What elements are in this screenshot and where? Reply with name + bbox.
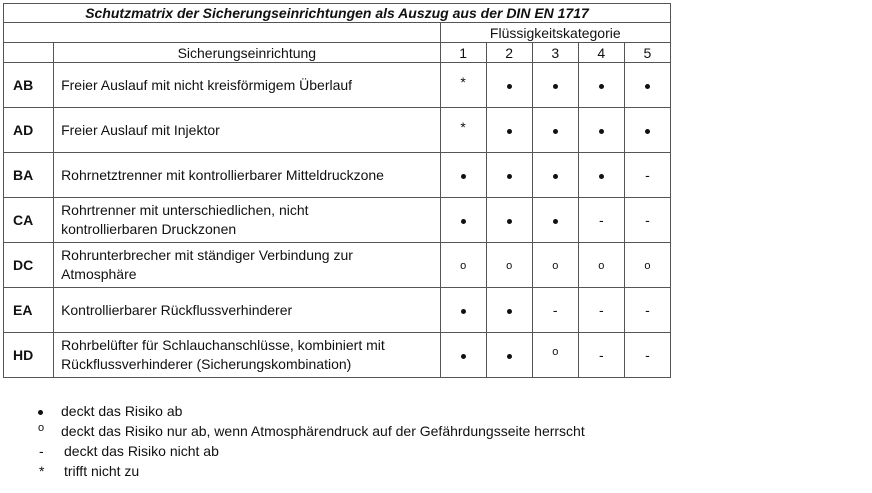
filled-dot-icon — [645, 129, 650, 134]
table-row — [4, 63, 671, 108]
rating-cell — [532, 333, 578, 378]
filled-dot-icon — [645, 84, 650, 89]
filled-dot-icon — [599, 84, 604, 89]
rating-cell — [440, 108, 486, 153]
description-line: Kontrollierbarer Rückflussverhinderer — [61, 301, 293, 318]
filled-dot-icon — [553, 174, 558, 179]
rating-cell — [624, 63, 670, 108]
rating-cell — [624, 198, 670, 243]
table-title: Schutzmatrix der Sicherungseinrichtungen als Auszug aus der DIN EN 1717 — [4, 4, 671, 23]
legend-text: deckt das Risiko nur ab, wenn Atmosphärendruck auf der Gefährdungsseite herrscht — [61, 423, 585, 439]
filled-dot-icon — [553, 84, 558, 89]
rating-cell — [440, 243, 486, 288]
protection-matrix-table — [3, 3, 671, 378]
dash-icon: - — [598, 302, 604, 318]
ring-icon: o — [644, 260, 651, 272]
rating-cell — [440, 153, 486, 198]
device-description — [54, 153, 441, 198]
rating-cell — [486, 333, 532, 378]
category-header: 5 — [624, 43, 670, 63]
filled-dot-icon — [507, 129, 512, 134]
rating-cell — [532, 288, 578, 333]
filled-dot-icon — [461, 174, 466, 179]
rating-cell — [624, 288, 670, 333]
filled-dot-icon — [461, 219, 466, 224]
rating-cell — [624, 153, 670, 198]
device-code: HD — [4, 333, 54, 378]
filled-dot-icon — [507, 309, 512, 314]
rating-cell — [578, 333, 624, 378]
device-code: CA — [4, 198, 54, 243]
category-group-label: Flüssigkeitskategorie — [440, 23, 670, 43]
rating-cell — [532, 198, 578, 243]
filled-dot-icon — [507, 354, 512, 359]
description-line: Rohrnetztrenner mit kontrollierbarer Mitteldruckzone — [61, 166, 384, 183]
dash-icon: - — [598, 347, 604, 363]
rating-cell — [532, 108, 578, 153]
description-line: Rohrbelüfter für Schlauchanschlüsse, kombiniert mit — [61, 337, 385, 353]
rating-cell — [578, 243, 624, 288]
rating-cell — [486, 108, 532, 153]
rating-cell — [486, 63, 532, 108]
dash-icon: - — [552, 302, 558, 318]
rating-cell — [440, 333, 486, 378]
asterisk-icon: * — [39, 463, 45, 479]
rating-cell — [578, 108, 624, 153]
dash-icon: - — [645, 302, 650, 318]
description-line: kontrollierbaren Druckzonen — [61, 221, 237, 237]
category-header: 1 — [440, 43, 486, 63]
ring-icon: o — [552, 346, 559, 358]
filled-dot-icon — [507, 174, 512, 179]
description-line: Freier Auslauf mit Injektor — [61, 121, 220, 138]
description-line: Rohrunterbrecher mit ständiger Verbindung zur — [61, 247, 353, 263]
filled-dot-icon — [507, 219, 512, 224]
rating-cell — [578, 198, 624, 243]
code-header — [4, 43, 54, 63]
category-header: 3 — [532, 43, 578, 63]
rating-cell — [624, 243, 670, 288]
legend-item — [36, 441, 585, 461]
filled-dot-icon — [599, 174, 604, 179]
rating-cell — [440, 198, 486, 243]
rating-cell — [440, 63, 486, 108]
dash-icon: - — [645, 167, 650, 183]
table-row — [4, 243, 671, 288]
table-row — [4, 153, 671, 198]
rating-cell — [532, 153, 578, 198]
rating-cell — [624, 108, 670, 153]
blank-cell — [4, 23, 441, 43]
rating-cell — [532, 243, 578, 288]
device-code: DC — [4, 243, 54, 288]
description-line: Rohrtrenner mit unterschiedlichen, nicht — [61, 202, 309, 218]
legend-text: trifft nicht zu — [64, 463, 140, 479]
ring-icon: o — [460, 260, 467, 272]
ring-icon: o — [506, 260, 513, 272]
category-header: 4 — [578, 43, 624, 63]
table-row — [4, 288, 671, 333]
dash-icon: - — [39, 443, 44, 459]
filled-dot-icon — [553, 219, 558, 224]
dash-icon: - — [598, 212, 604, 228]
table-row — [4, 333, 671, 378]
device-code: AB — [4, 63, 54, 108]
table-row — [4, 108, 671, 153]
description-line: Atmosphäre — [61, 266, 137, 282]
dash-icon: - — [645, 347, 650, 363]
device-description — [54, 108, 441, 153]
asterisk-icon: * — [460, 74, 466, 90]
rating-cell — [440, 288, 486, 333]
category-header: 2 — [486, 43, 532, 63]
asterisk-icon: * — [460, 119, 466, 135]
rating-cell — [578, 288, 624, 333]
device-header: Sicherungseinrichtung — [54, 43, 441, 63]
filled-dot-icon — [461, 309, 466, 314]
filled-dot-icon — [599, 129, 604, 134]
filled-dot-icon — [507, 84, 512, 89]
rating-cell — [486, 288, 532, 333]
device-description — [54, 198, 441, 243]
device-code: BA — [4, 153, 54, 198]
device-code: AD — [4, 108, 54, 153]
ring-icon: o — [598, 260, 605, 272]
filled-dot-icon — [36, 403, 61, 419]
ring-icon: o — [38, 422, 45, 434]
device-code: EA — [4, 288, 54, 333]
legend-item — [36, 421, 585, 441]
rating-cell — [486, 243, 532, 288]
legend — [36, 401, 585, 481]
description-line: Freier Auslauf mit nicht kreisförmigem Überlauf — [61, 76, 353, 93]
rating-cell — [578, 153, 624, 198]
filled-dot-icon — [553, 129, 558, 134]
filled-dot-icon — [461, 354, 466, 359]
rating-cell — [486, 153, 532, 198]
legend-item — [36, 401, 585, 421]
rating-cell — [486, 198, 532, 243]
description-line: Rückflussverhinderer (Sicherungskombination) — [61, 356, 352, 372]
device-description — [54, 63, 441, 108]
legend-text: deckt das Risiko nicht ab — [64, 443, 219, 459]
dash-icon: - — [645, 212, 650, 228]
device-description — [54, 333, 441, 378]
legend-text: deckt das Risiko ab — [61, 403, 183, 419]
ring-icon: o — [552, 260, 559, 272]
device-description — [54, 243, 441, 288]
rating-cell — [578, 63, 624, 108]
rating-cell — [624, 333, 670, 378]
legend-item — [36, 461, 585, 481]
rating-cell — [532, 63, 578, 108]
table-row — [4, 198, 671, 243]
device-description — [54, 288, 441, 333]
